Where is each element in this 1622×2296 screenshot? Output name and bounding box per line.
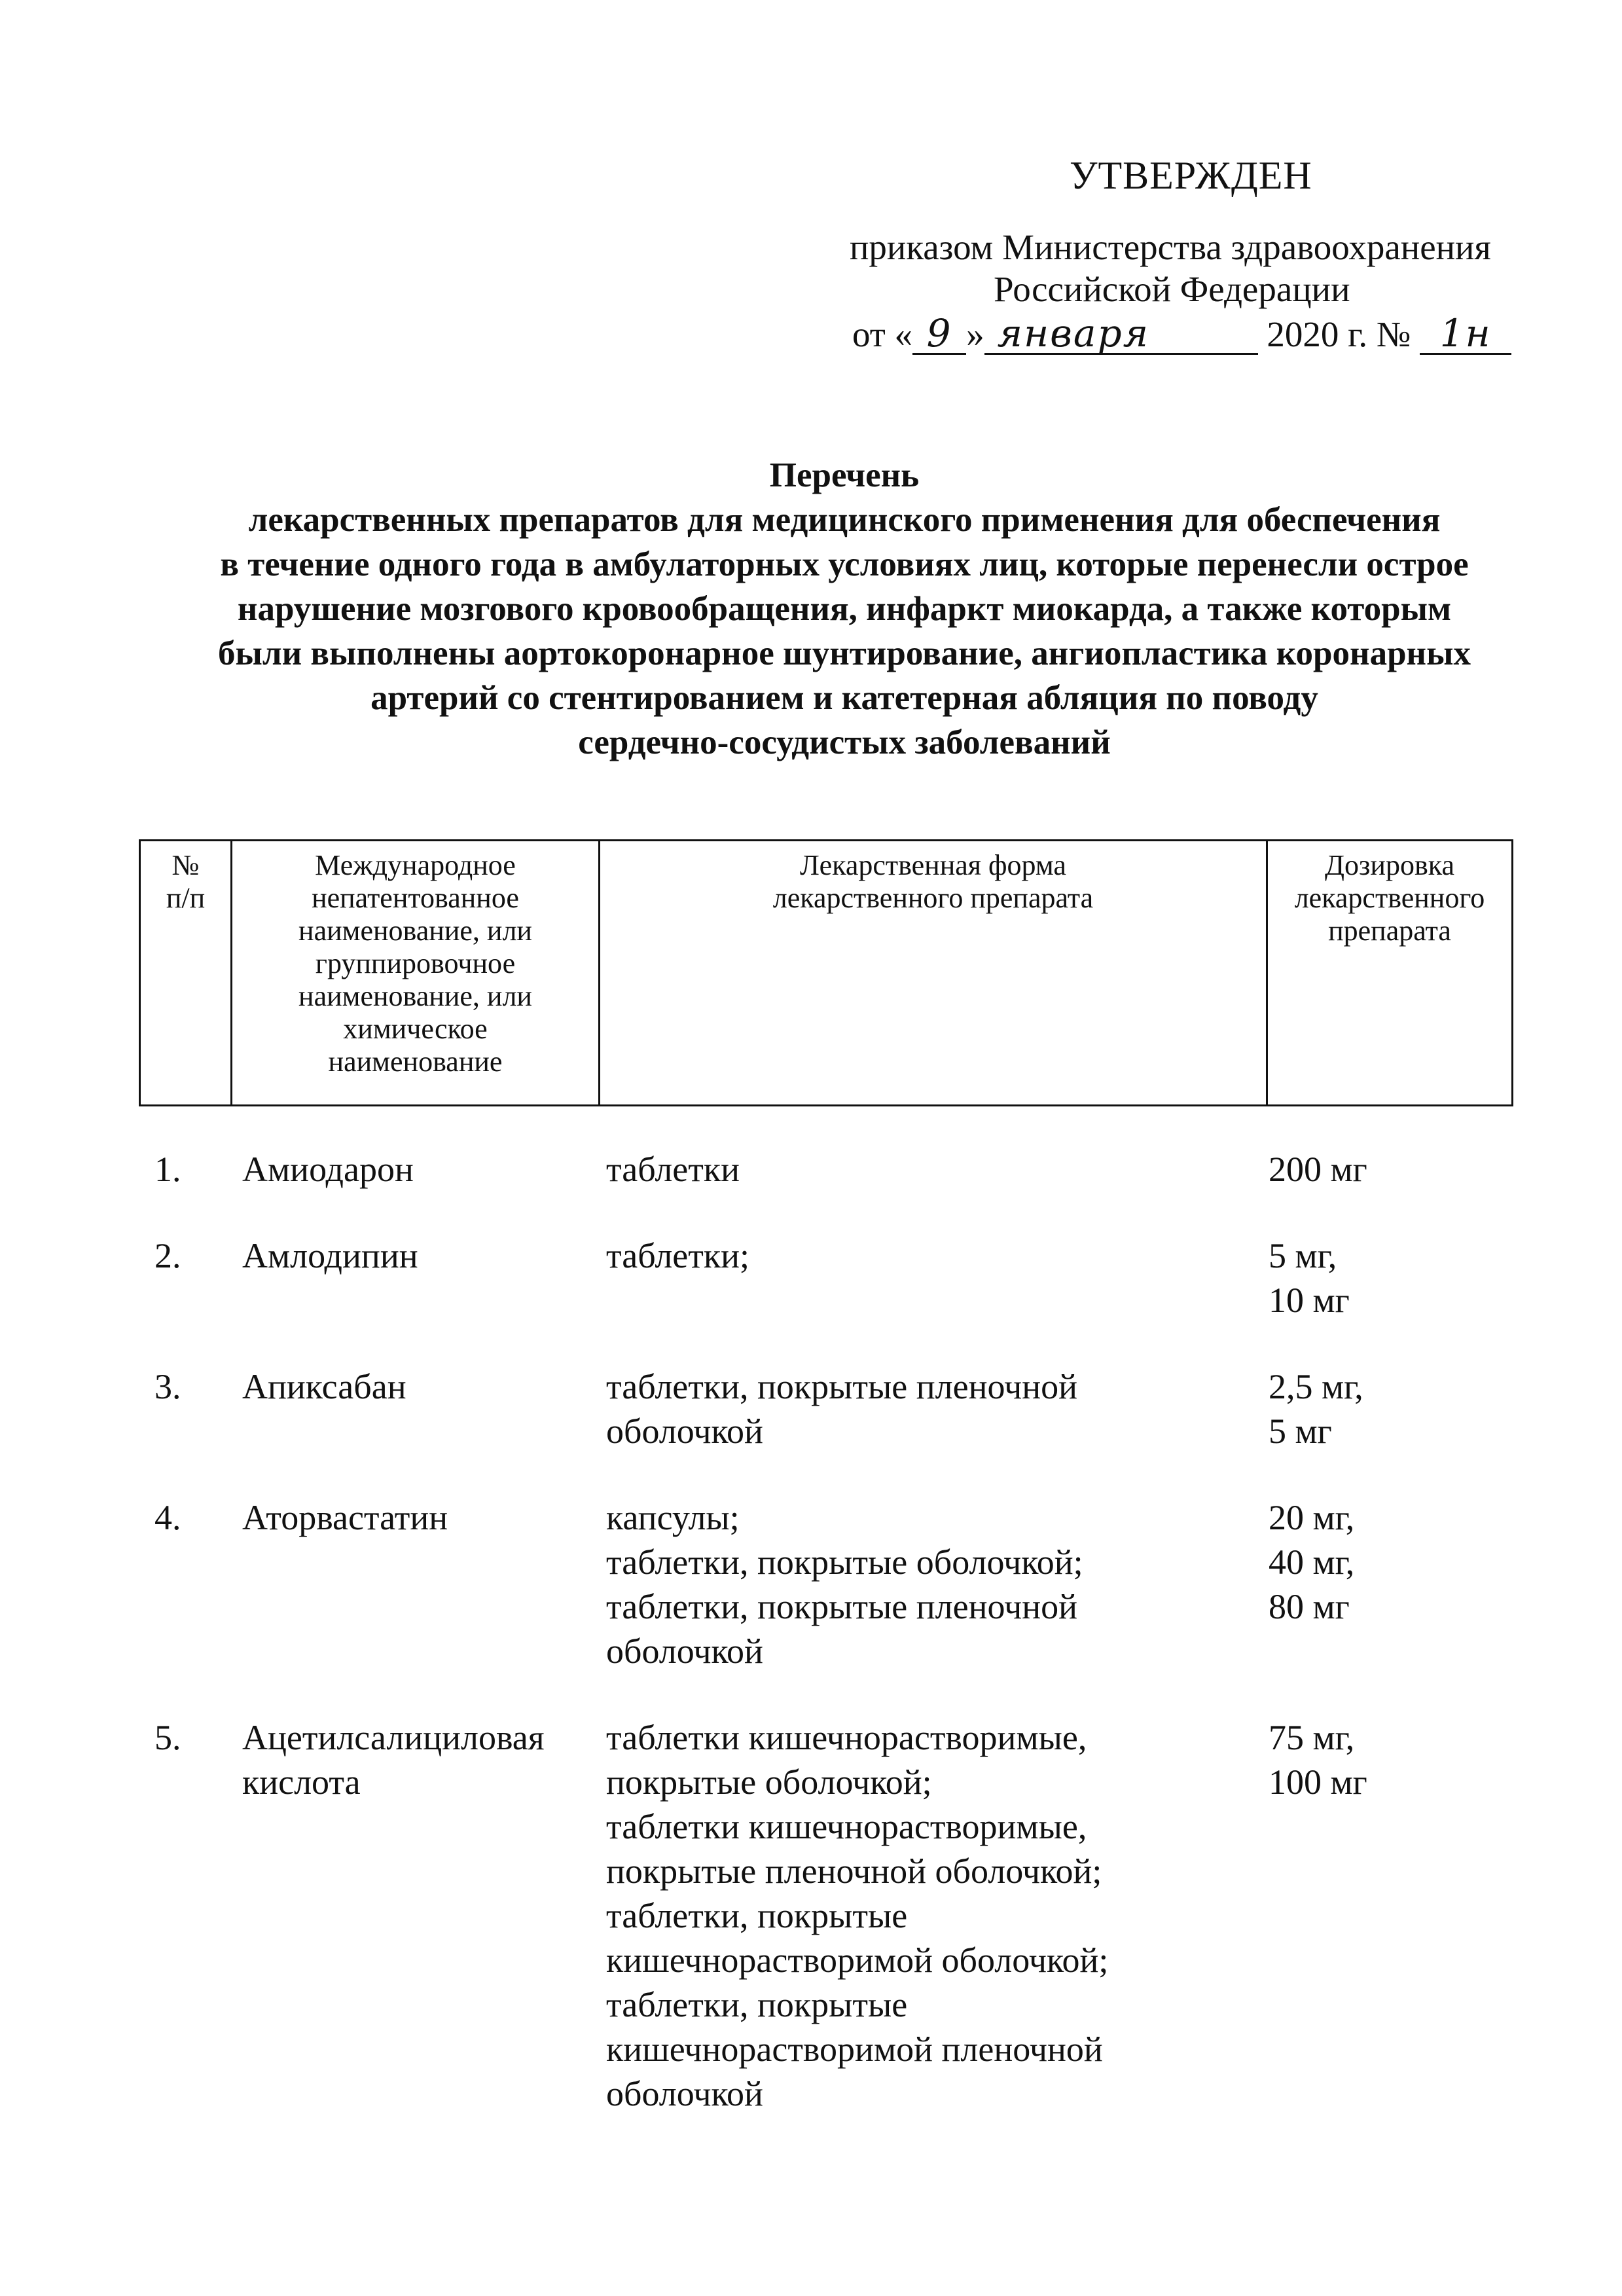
drug-form: [606, 1715, 1269, 2116]
drug-name-line: Ацетилсалициловая: [242, 1718, 545, 1757]
handwritten-day: 9: [912, 314, 966, 355]
drug-form-line: таблетки, покрытые пленочной: [606, 1587, 1078, 1626]
heading-line: были выполнены аортокоронарное шунтирование, ангиопластика коронарных: [218, 634, 1471, 672]
drug-dose-line: 200 мг: [1269, 1150, 1367, 1189]
drug-form-line: таблетки, покрытые: [606, 1985, 908, 2024]
heading-line: сердечно-сосудистых заболеваний: [578, 723, 1111, 761]
date-prefix: от «: [852, 314, 913, 354]
drug-form-line: оболочкой: [606, 2074, 763, 2113]
drug-dose-line: 80 мг: [1269, 1587, 1350, 1626]
handwritten-month: января: [984, 314, 1258, 355]
table-row: [0, 1233, 1622, 1322]
drug-dose: [1269, 1233, 1530, 1322]
handwritten-order-number: 1н: [1420, 314, 1511, 355]
drug-form-line: таблетки кишечнорастворимые,: [606, 1807, 1087, 1846]
drug-dose-line: 5 мг,: [1269, 1236, 1337, 1275]
drug-dose: [1269, 1147, 1530, 1192]
heading-line: в течение одного года в амбулаторных условиях лиц, которые перенесли острое: [220, 545, 1469, 583]
row-number: 5.: [154, 1718, 181, 1757]
drug-name: [242, 1233, 606, 1322]
table-row: [0, 1715, 1622, 2116]
drug-form-line: покрытые оболочкой;: [606, 1762, 932, 1802]
approval-order-line: приказом Министерства здравоохранения: [850, 227, 1491, 267]
drug-dose: [1269, 1364, 1530, 1453]
drug-dose-line: 2,5 мг,: [1269, 1367, 1363, 1406]
date-year: 2020 г. №: [1267, 314, 1411, 354]
drug-form: [606, 1364, 1269, 1453]
table-row: [0, 1147, 1622, 1192]
drug-form-line: таблетки кишечнорастворимые,: [606, 1718, 1087, 1757]
drug-form-line: таблетки, покрытые пленочной: [606, 1367, 1078, 1406]
drug-form-line: оболочкой: [606, 1631, 763, 1671]
heading-line: Перечень: [769, 456, 920, 494]
drug-list: [0, 1147, 1622, 2158]
header-cell-dose: Дозировка лекарственного препарата: [1294, 849, 1485, 947]
drug-name-line: Аторвастатин: [242, 1498, 448, 1537]
table-header: [139, 839, 1513, 1106]
drug-form-line: таблетки;: [606, 1236, 750, 1275]
heading-line: артерий со стентированием и катетерная абляция по поводу: [370, 679, 1318, 717]
drug-name: [242, 1364, 606, 1453]
drug-form: [606, 1147, 1269, 1192]
drug-dose: [1269, 1495, 1530, 1673]
row-number: 1.: [154, 1150, 181, 1189]
drug-dose: [1269, 1715, 1530, 2116]
drug-form: [606, 1495, 1269, 1673]
row-number: 4.: [154, 1498, 181, 1537]
drug-dose-line: 20 мг,: [1269, 1498, 1355, 1537]
table-row: [0, 1364, 1622, 1453]
drug-name-line: Амиодарон: [242, 1150, 414, 1189]
drug-dose-line: 100 мг: [1269, 1762, 1367, 1802]
drug-name: [242, 1715, 606, 2116]
heading-line: нарушение мозгового кровообращения, инфаркт миокарда, а также которым: [237, 590, 1452, 628]
drug-name-line: кислота: [242, 1762, 361, 1802]
approval-title: УТВЕРЖДЕН: [1070, 154, 1312, 197]
drug-form-line: покрытые пленочной оболочкой;: [606, 1851, 1102, 1891]
drug-form-line: таблетки: [606, 1150, 740, 1189]
drug-name-line: Амлодипин: [242, 1236, 418, 1275]
drug-dose-line: 10 мг: [1269, 1281, 1350, 1320]
drug-dose-line: 5 мг: [1269, 1412, 1332, 1451]
drug-form-line: кишечнорастворимой оболочкой;: [606, 1941, 1109, 1980]
row-number: 3.: [154, 1367, 181, 1406]
drug-form-line: оболочкой: [606, 1412, 763, 1451]
drug-name-line: Апиксабан: [242, 1367, 406, 1406]
header-cell-name: Международное непатентованное наименование, или группировочное наименование, или химическое наименование: [232, 841, 600, 1104]
drug-form: [606, 1233, 1269, 1322]
header-cell-number: № п/п: [141, 841, 232, 1104]
drug-dose-line: 75 мг,: [1269, 1718, 1355, 1757]
table-row: [0, 1495, 1622, 1673]
drug-name: [242, 1147, 606, 1192]
approval-date-line: [852, 313, 1511, 356]
drug-form-line: капсулы;: [606, 1498, 740, 1537]
drug-form-line: кишечнорастворимой пленочной: [606, 2030, 1103, 2069]
date-mid: »: [966, 314, 984, 354]
heading-line: лекарственных препаратов для медицинского применения для обеспечения: [248, 501, 1441, 539]
drug-form-line: таблетки, покрытые оболочкой;: [606, 1542, 1083, 1582]
row-number: 2.: [154, 1236, 181, 1275]
drug-name: [242, 1495, 606, 1673]
drug-dose-line: 40 мг,: [1269, 1542, 1355, 1582]
document-heading: [105, 453, 1584, 765]
approval-country-line: Российской Федерации: [994, 269, 1350, 309]
drug-form-line: таблетки, покрытые: [606, 1896, 908, 1935]
header-cell-form: Лекарственная форма лекарственного препарата: [600, 841, 1268, 1104]
